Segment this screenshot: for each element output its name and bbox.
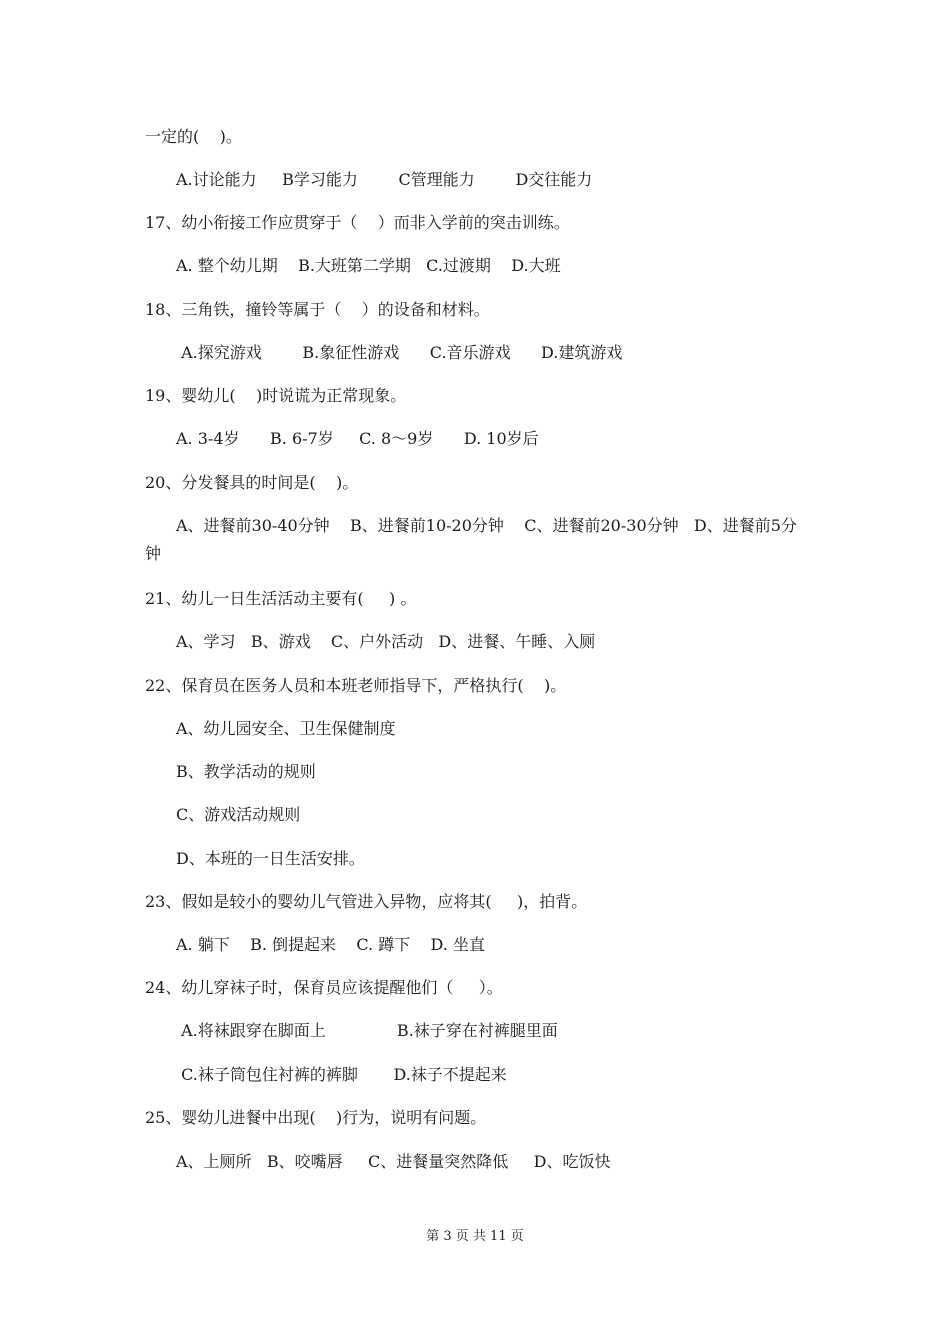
options-line-20: A、进餐前30-40分钟 B、进餐前10-20分钟 C、进餐前20-30分钟 D、进餐前5分 <box>176 516 797 535</box>
question-20: 20、分发餐具的时间是( )。 <box>145 473 359 492</box>
question-23: 23、假如是较小的婴幼儿气管进入异物，应将其( )，拍背。 <box>145 892 588 911</box>
options-line-20-wrap: 钟 <box>145 544 162 563</box>
options-line-24-ab: A.将袜跟穿在脚面上 B.袜子穿在衬裤腿里面 <box>176 1021 558 1040</box>
question-18: 18、三角铁，撞铃等属于（ ）的设备和材料。 <box>145 300 490 319</box>
option-22-b: B、教学活动的规则 <box>176 762 316 781</box>
options-line-19: A. 3-4岁 B. 6-7岁 C. 8～9岁 D. 10岁后 <box>176 429 539 448</box>
question-line-continuation: 一定的( )。 <box>145 127 242 146</box>
options-line-16: A.讨论能力 B学习能力 C管理能力 D交往能力 <box>176 170 593 189</box>
options-line-24-cd: C.袜子筒包住衬裤的裤脚 D.袜子不提起来 <box>176 1065 507 1084</box>
option-22-a: A、幼儿园安全、卫生保健制度 <box>176 719 396 738</box>
question-21: 21、幼儿一日生活活动主要有( ) 。 <box>145 589 417 608</box>
options-line-17: A. 整个幼儿期 B.大班第二学期 C.过渡期 D.大班 <box>176 256 561 275</box>
question-17: 17、幼小衔接工作应贯穿于（ ）而非入学前的突击训练。 <box>145 213 570 232</box>
options-line-21: A、学习 B、游戏 C、户外活动 D、进餐、午睡、入厕 <box>176 632 596 651</box>
question-25: 25、婴幼儿进餐中出现( )行为，说明有问题。 <box>145 1108 487 1127</box>
question-22: 22、保育员在医务人员和本班老师指导下，严格执行( )。 <box>145 676 567 695</box>
options-line-23: A. 躺下 B. 倒提起来 C. 蹲下 D. 坐直 <box>176 935 485 954</box>
question-19: 19、婴幼儿( )时说谎为正常现象。 <box>145 386 407 405</box>
options-line-25: A、上厕所 B、咬嘴唇 C、进餐量突然降低 D、吃饭快 <box>176 1152 611 1171</box>
option-22-c: C、游戏活动规则 <box>176 805 301 824</box>
option-22-d: D、本班的一日生活安排。 <box>176 849 365 868</box>
question-24: 24、幼儿穿袜子时，保育员应该提醒他们（ ）。 <box>145 978 503 997</box>
page-footer: 第 3 页 共 11 页 <box>426 1229 524 1244</box>
options-line-18: A.探究游戏 B.象征性游戏 C.音乐游戏 D.建筑游戏 <box>176 343 623 362</box>
